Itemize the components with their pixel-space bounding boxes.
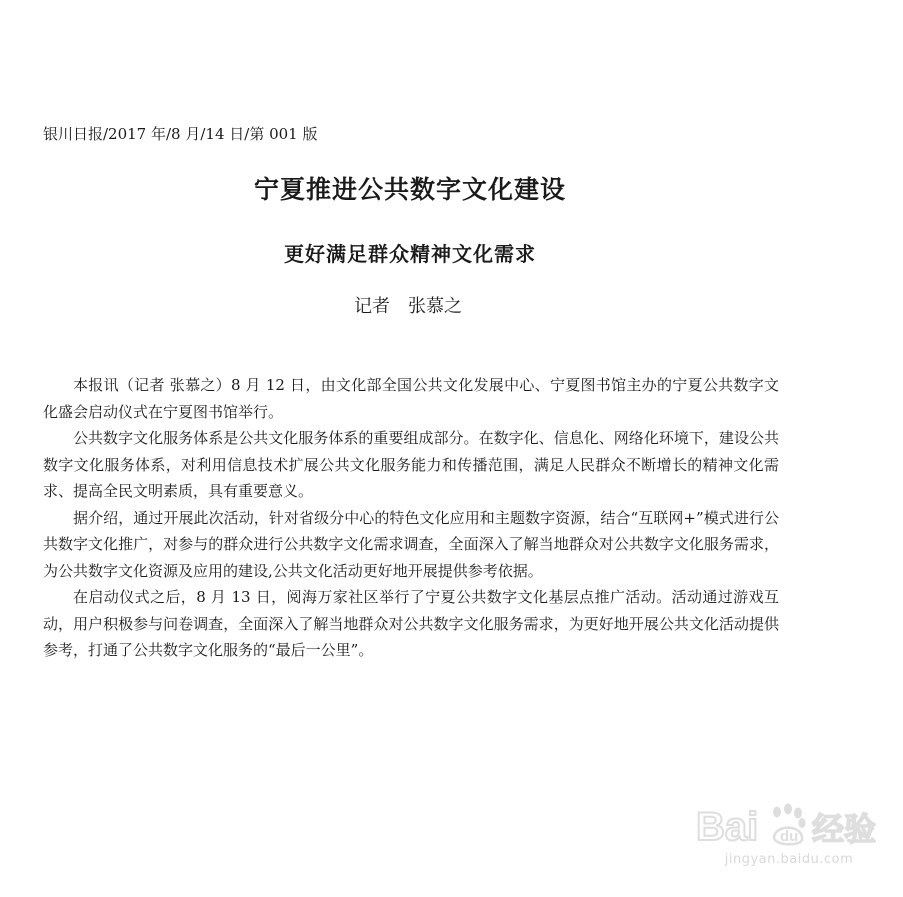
baidu-paw-icon: [773, 804, 806, 846]
article-body: [43, 372, 779, 664]
logo-text-right: 经验: [812, 810, 877, 848]
baidu-jingyan-logo: [694, 798, 884, 852]
publication-source: 银川日报/2017 年/8 月/14 日/第 001 版: [43, 125, 318, 143]
baidu-jingyan-watermark: [694, 798, 884, 876]
article-title: 宁夏推进公共数字文化建设: [253, 175, 566, 204]
logo-text-left: Bai: [696, 805, 759, 849]
watermark-url: jingyan.baidu.com: [724, 852, 854, 867]
paragraph-2: 公共数字文化服务体系是公共文化服务体系的重要组成部分。在数字化、信息化、网络化环境下，建设公共数字文化服务体系，对利用信息技术扩展公共文化服务能力和传播范围，满足人民群众不断增长的精神文化需求、提高全民文明素质，具有重要意义。: [43, 429, 779, 500]
paragraph-3: 据介绍，通过开展此次活动，针对省级分中心的特色文化应用和主题数字资源，结合“互联网+”模式进行公共数字文化推广，对参与的群众进行公共数字文化需求调查，全面深入了解当地群众对公共数字文化服务需求，为公共数字文化资源及应用的建设,公共文化活动更好地开展提供参考依据。: [43, 508, 779, 580]
svg-text:du: du: [780, 828, 799, 845]
article-byline: 记者 张慕之: [354, 296, 462, 317]
paragraph-1: 本报讯（记者 张慕之）8 月 12 日，由文化部全国公共文化发展中心、宁夏图书馆主办的宁夏公共数字文化盛会启动仪式在宁夏图书馆举行。: [43, 376, 779, 421]
article-subtitle: 更好满足群众精神文化需求: [284, 242, 536, 266]
paragraph-4: 在启动仪式之后，8 月 13 日，阅海万家社区举行了宁夏公共数字文化基层点推广活动。活动通过游戏互动，用户积极参与问卷调查，全面深入了解当地群众对公共数字文化服务需求，为更好地开展公共文化活动提供参考，打通了公共数字文化服务的“最后一公里”。: [43, 588, 779, 659]
